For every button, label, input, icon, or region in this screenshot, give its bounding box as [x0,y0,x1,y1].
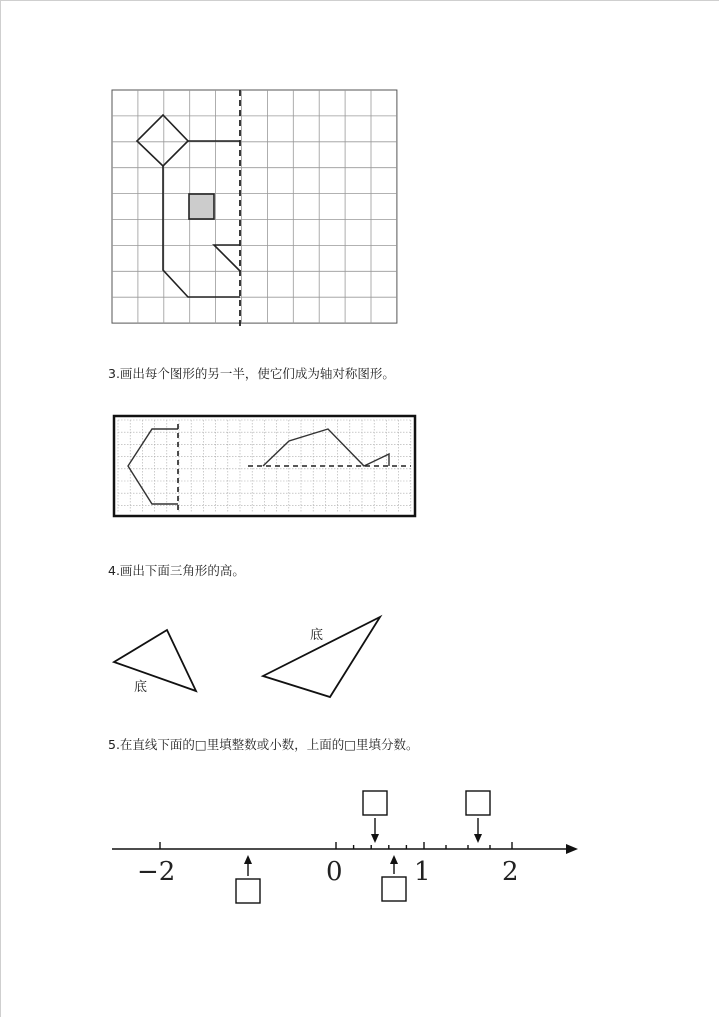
answer-box-top-1[interactable] [363,791,387,815]
base-label-left: 底 [134,680,148,695]
question-3-text: 3.画出每个图形的另一半，使它们成为轴对称图形。 [108,366,395,381]
arrow-down-1-head [371,834,379,843]
arrow-down-2-head [474,834,482,843]
number-line-arrowhead [566,844,578,854]
arrow-up-2-head [390,855,398,864]
tick-label-0: 0 [326,857,343,887]
number-line-ticks [160,842,512,849]
answer-box-bottom-1[interactable] [236,879,260,903]
base-label-right: 底 [310,628,324,643]
question-4-text: 4.画出下面三角形的高。 [108,563,245,578]
tick-label-neg2: −2 [137,857,176,887]
answer-box-top-2[interactable] [466,791,490,815]
answer-box-bottom-2[interactable] [382,877,406,901]
arrow-up-1-head [244,855,252,864]
question-5-text: 5.在直线下面的□里填整数或小数，上面的□里填分数。 [108,737,419,752]
tick-label-2: 2 [502,857,519,887]
tick-label-1: 1 [414,857,431,887]
